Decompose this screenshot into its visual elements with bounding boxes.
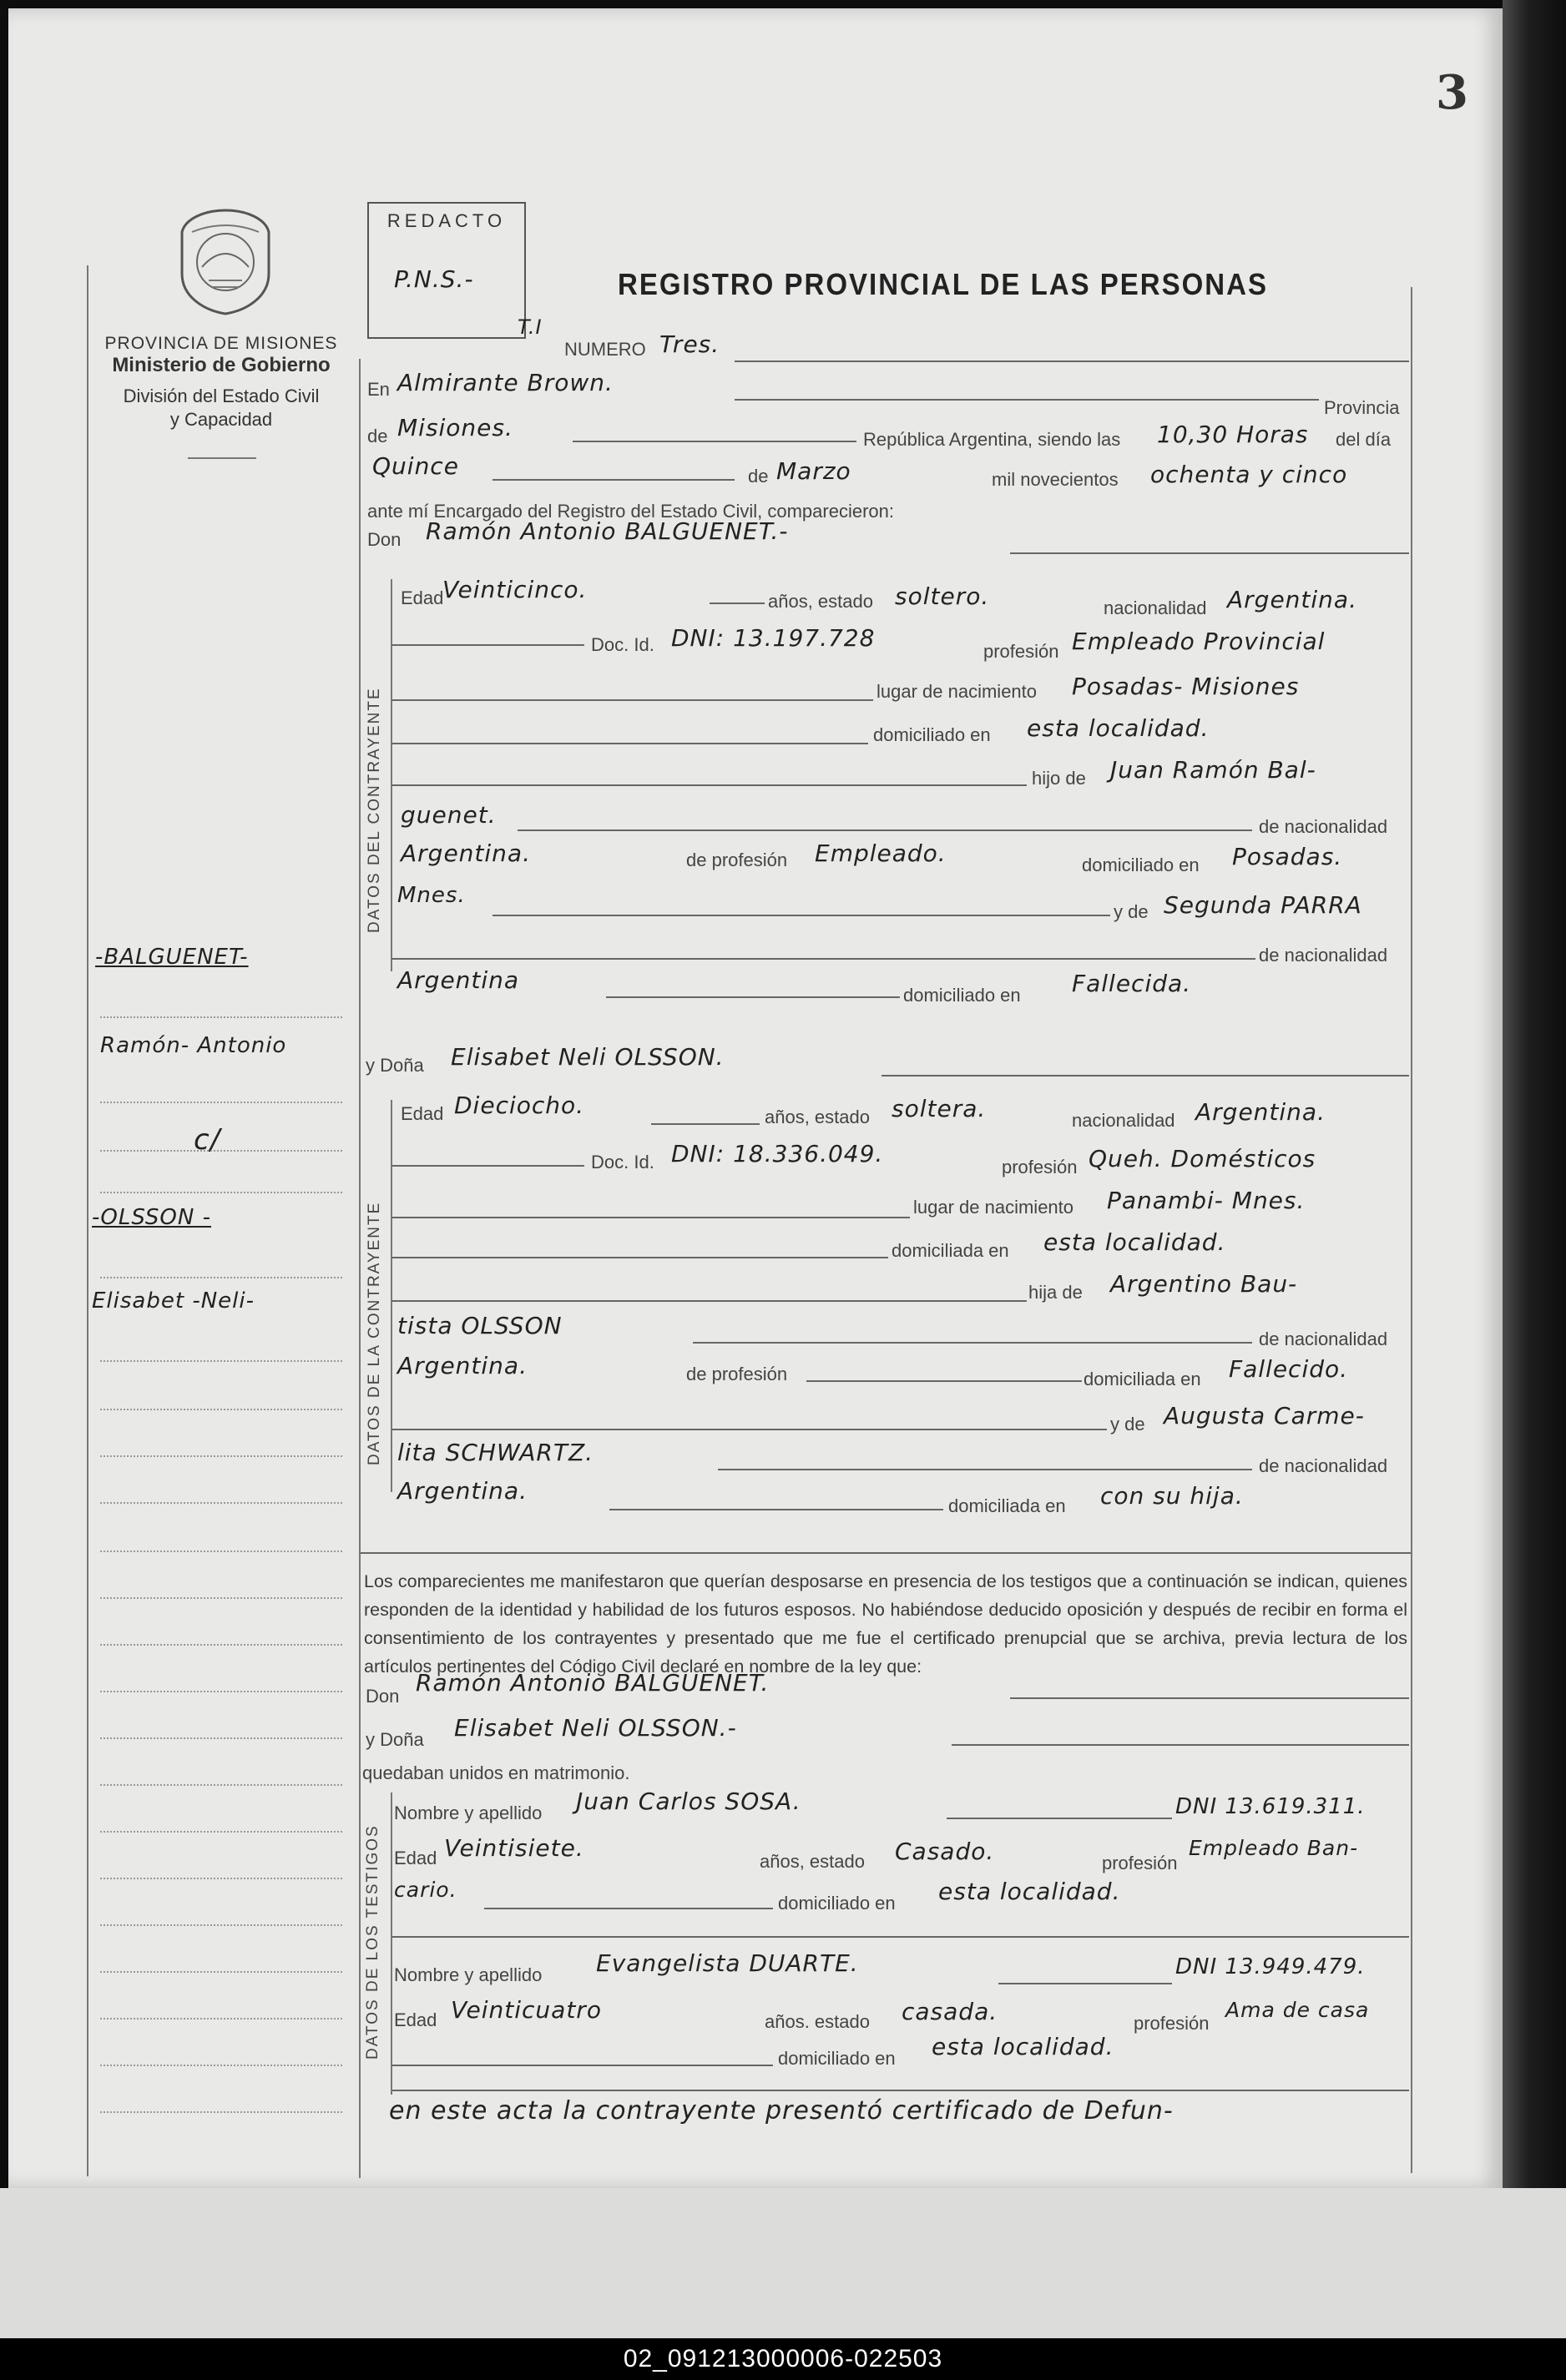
closing-text: quedaban unidos en matrimonio. — [362, 1762, 630, 1783]
t1-estado-value: Casado. — [895, 1838, 995, 1865]
padre-profesion: Empleado. — [815, 840, 947, 867]
padre-domicilio-cont: Mnes. — [397, 883, 466, 908]
footer-bar — [0, 2338, 1566, 2380]
padre-domicilio: Posadas. — [1232, 843, 1343, 870]
estado-value-f: soltera. — [892, 1095, 987, 1122]
stamp-title: REDACTO — [386, 210, 507, 231]
madre-domicilio: Fallecida. — [1072, 970, 1192, 997]
nacionalidad-label: nacionalidad — [1104, 598, 1207, 618]
ministry-label: Ministerio de Gobierno — [112, 354, 331, 376]
padre-domicilio-label-f: domiciliada en — [1084, 1369, 1201, 1389]
declaration-text: Los comparecientes me manifestaron que querían desposarse en presencia de los testigos que a continuación se indican, quienes responden de la identidad y habilidad de los futuros esposos. No habiéndose deducido oposición y después de recibir en forma el consentimiento de los contrayentes y presentado que me fue el certificado prenupcial que se archiva, previa lectura de los artículos pertinentes del Código Civil declaré en nombre de la ley que: — [364, 1571, 1407, 1677]
left-margin-rule — [87, 265, 88, 2176]
padre-domicilio-f: Fallecido. — [1229, 1355, 1349, 1383]
testigos-section-label: DATOS DE LOS TESTIGOS — [364, 1824, 381, 2060]
profesion-label-f: profesión — [1002, 1157, 1078, 1177]
madre-nacionalidad-label: de nacionalidad — [1259, 945, 1388, 966]
t2-anos-label: años. estado — [765, 2011, 870, 2032]
madre-domicilio-f: con su hija. — [1100, 1482, 1244, 1510]
madre-nacionalidad-f: Argentina. — [397, 1477, 528, 1505]
margin-divider-rule — [359, 359, 361, 2178]
section-rule-2 — [391, 1100, 392, 1492]
doc-label: Doc. Id. — [591, 634, 654, 655]
padre-profesion-label-f: de profesión — [686, 1364, 788, 1384]
edad-value: Veinticinco. — [442, 576, 588, 603]
contrayente-female-section-label: DATOS DE LA CONTRAYENTE — [366, 1201, 383, 1465]
doc-label-f: Doc. Id. — [591, 1152, 654, 1172]
redacto-stamp — [367, 202, 526, 339]
scan-margin — [0, 2188, 1566, 2338]
marginal-note: en este acta la contrayente presentó certificado de Defun- — [389, 2096, 1174, 2125]
edad-label-f: Edad — [401, 1103, 444, 1124]
doc-value: DNI: 13.197.728 — [671, 624, 876, 652]
t1-profesion-value-cont: cario. — [394, 1878, 457, 1902]
document-title: REGISTRO PROVINCIAL DE LAS PERSONAS — [618, 267, 1268, 301]
margin-conjunction: c/ — [194, 1123, 221, 1157]
province-label: PROVINCIA DE MISIONES — [104, 334, 338, 353]
de-mes-label: de — [748, 466, 769, 487]
de-label: de — [367, 426, 388, 446]
domicilio-label-f: domiciliada en — [892, 1240, 1009, 1261]
padre-domicilio-label: domiciliado en — [1082, 855, 1200, 875]
capacity-label: y Capacidad — [169, 409, 273, 430]
decl-don-value: Ramón Antonio BALGUENET. — [416, 1669, 770, 1697]
t2-nombre-label: Nombre y apellido — [394, 1964, 543, 1985]
lugar-label-f: lugar de nacimiento — [913, 1197, 1074, 1218]
anio-value: ochenta y cinco — [1150, 461, 1348, 488]
estado-value: soltero. — [895, 582, 990, 610]
t2-profesion-value: Ama de casa — [1225, 1998, 1370, 2022]
hora-value: 10,30 Horas — [1157, 421, 1309, 448]
initials: T.I — [518, 315, 543, 339]
margin-given-2: Elisabet -Neli- — [92, 1288, 255, 1314]
madre-domicilio-label-f: domiciliada en — [948, 1495, 1066, 1516]
madre-domicilio-label: domiciliado en — [903, 985, 1021, 1006]
section-rule-3 — [391, 1793, 392, 2095]
t2-profesion-label: profesión — [1134, 2013, 1210, 2034]
numero-label: NUMERO — [564, 339, 646, 360]
hija-de-value-cont: tista OLSSON — [397, 1312, 563, 1339]
t1-profesion-label: profesión — [1102, 1853, 1178, 1873]
t1-domicilio-value: esta localidad. — [938, 1878, 1121, 1905]
t1-profesion-value: Empleado Ban- — [1189, 1836, 1359, 1860]
en-value: Almirante Brown. — [397, 369, 614, 396]
stamp-value: P.N.S.- — [394, 265, 474, 293]
doc-value-f: DNI: 18.336.049. — [671, 1140, 884, 1167]
de-value: Misiones. — [397, 414, 513, 441]
lugar-label: lugar de nacimiento — [876, 681, 1038, 702]
madre-value-f-cont: lita SCHWARTZ. — [397, 1439, 594, 1466]
madre-label: y de — [1114, 901, 1149, 922]
t2-domicilio-label: domiciliado en — [778, 2048, 896, 2069]
page-number: 3 — [1436, 65, 1468, 120]
t1-domicilio-label: domiciliado en — [778, 1893, 896, 1914]
padre-nacionalidad: Argentina. — [401, 840, 531, 867]
nacionalidad-label-f: nacionalidad — [1072, 1110, 1175, 1131]
domicilio-value-f: esta localidad. — [1043, 1228, 1226, 1256]
dona-value: Elisabet Neli OLSSON. — [451, 1043, 725, 1071]
don-value: Ramón Antonio BALGUENET.- — [426, 517, 789, 545]
decl-dona-label: y Doña — [366, 1729, 424, 1750]
hija-de-label: hija de — [1028, 1282, 1083, 1303]
t1-nombre-value: Juan Carlos SOSA. — [576, 1788, 801, 1815]
t1-nombre-label: Nombre y apellido — [394, 1803, 543, 1823]
decl-don-label: Don — [366, 1686, 400, 1707]
madre-value-f: Augusta Carme- — [1164, 1402, 1365, 1430]
numero-value: Tres. — [659, 330, 720, 358]
lugar-value-f: Panambi- Mnes. — [1107, 1187, 1306, 1214]
profesion-label: profesión — [983, 641, 1059, 662]
t2-edad-label: Edad — [394, 2009, 437, 2030]
madre-value: Segunda PARRA — [1164, 891, 1362, 919]
en-label: En — [367, 379, 390, 400]
t1-anos-label: años, estado — [760, 1851, 865, 1872]
hijo-de-value-cont: guenet. — [401, 801, 497, 829]
margin-given-1: Ramón- Antonio — [100, 1033, 287, 1058]
madre-nacionalidad: Argentina — [397, 966, 520, 994]
t2-domicilio-value: esta localidad. — [932, 2033, 1114, 2060]
file-id: 02_091213000006-022503 — [623, 2345, 943, 2372]
padre-profesion-label: de profesión — [686, 850, 788, 870]
ante-label: ante mí Encargado del Registro del Estado Civil, comparecieron: — [367, 501, 894, 522]
profesion-value: Empleado Provincial — [1072, 628, 1326, 655]
mes-value: Marzo — [776, 457, 851, 485]
book-spine — [1503, 0, 1566, 2203]
domicilio-label: domiciliado en — [873, 724, 991, 745]
dia-value: Quince — [372, 452, 459, 480]
provincia-label: Provincia — [1324, 397, 1400, 418]
del-dia-label: del día — [1336, 429, 1392, 450]
decl-dona-value: Elisabet Neli OLSSON.- — [454, 1714, 737, 1742]
profesion-value-f: Queh. Domésticos — [1089, 1145, 1316, 1172]
nacionalidad-value: Argentina. — [1227, 586, 1357, 613]
domicilio-value: esta localidad. — [1027, 714, 1210, 742]
heading-divider — [188, 457, 256, 459]
hijo-de-value: Juan Ramón Bal- — [1110, 756, 1316, 784]
division-label: División del Estado Civil — [123, 386, 320, 406]
edad-label: Edad — [401, 587, 444, 608]
t1-dni-value: DNI 13.619.311. — [1175, 1794, 1366, 1819]
t2-edad-value: Veinticuatro — [451, 1996, 602, 2024]
hijo-de-label: hijo de — [1032, 768, 1086, 789]
mil-label: mil novecientos — [992, 469, 1119, 490]
t2-dni-value: DNI 13.949.479. — [1175, 1954, 1366, 1979]
margin-surname-2: -OLSSON - — [92, 1205, 211, 1230]
right-margin-rule — [1411, 287, 1412, 2173]
t1-edad-label: Edad — [394, 1848, 437, 1868]
nacionalidad-value-f: Argentina. — [1195, 1098, 1326, 1126]
anos-label-f: años, estado — [765, 1107, 870, 1127]
padre-nacionalidad-f: Argentina. — [397, 1352, 528, 1379]
edad-value-f: Dieciocho. — [454, 1092, 585, 1119]
section-rule-1 — [391, 579, 392, 971]
t1-edad-value: Veintisiete. — [444, 1834, 584, 1862]
contrayente-section-label: DATOS DEL CONTRAYENTE — [366, 687, 383, 933]
lugar-value: Posadas- Misiones — [1072, 673, 1300, 700]
provincial-seal-icon — [175, 207, 275, 315]
anos-label: años, estado — [768, 591, 873, 612]
republica-label: República Argentina, siendo las — [863, 429, 1121, 450]
t2-nombre-value: Evangelista DUARTE. — [596, 1949, 859, 1977]
madre-nacionalidad-label-f: de nacionalidad — [1259, 1455, 1388, 1476]
margin-surname-1: -BALGUENET- — [95, 945, 249, 970]
hija-de-value: Argentino Bau- — [1110, 1270, 1298, 1298]
padre-nacionalidad-label-f: de nacionalidad — [1259, 1329, 1388, 1349]
t2-estado-value: casada. — [902, 1998, 998, 2025]
padre-nacionalidad-label: de nacionalidad — [1259, 816, 1388, 837]
madre-label-f: y de — [1110, 1414, 1145, 1435]
don-label: Don — [367, 529, 402, 550]
dona-label: y Doña — [366, 1055, 424, 1076]
